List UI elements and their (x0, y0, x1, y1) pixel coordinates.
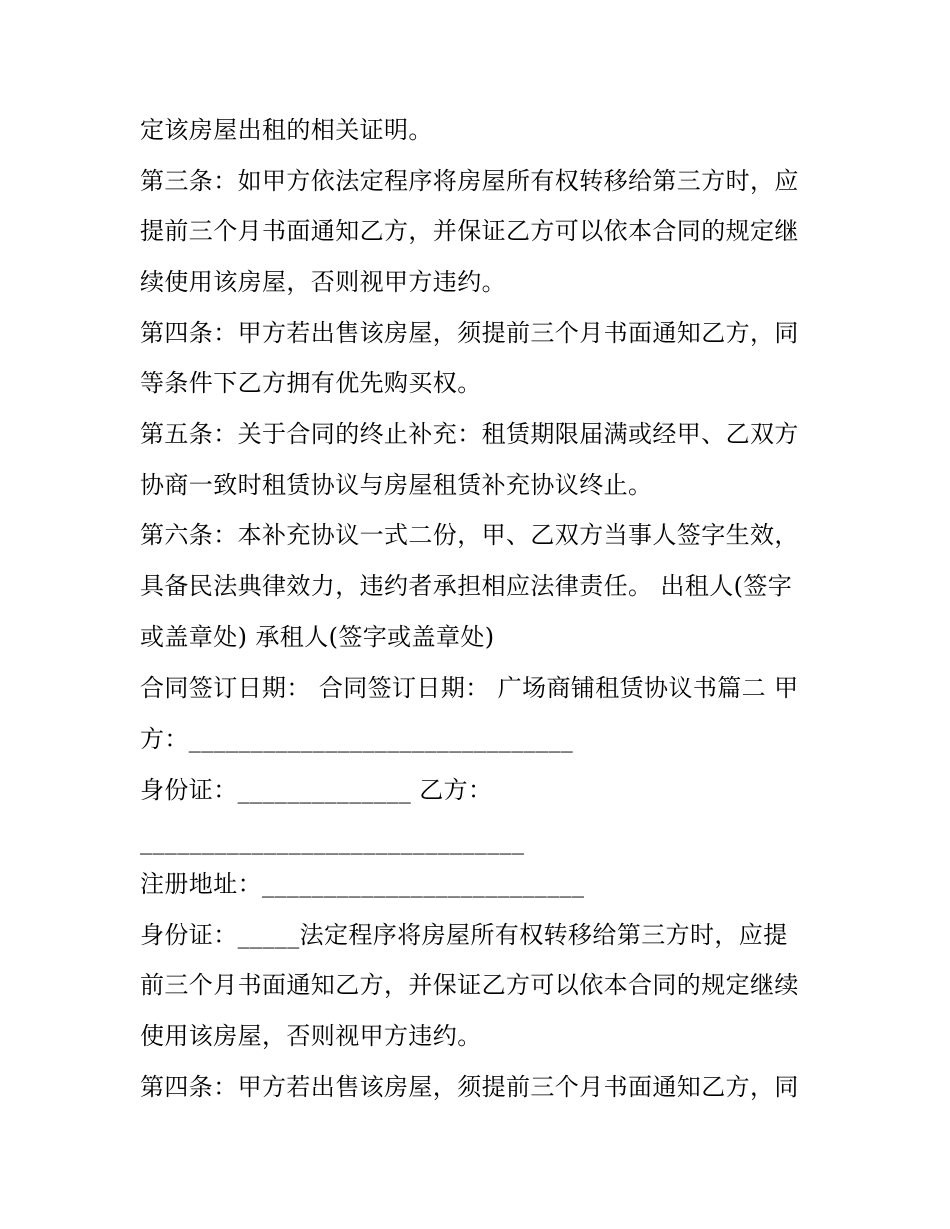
text-line: 第五条：关于合同的终止补充：租赁期限届满或经甲、乙双方 (140, 420, 799, 448)
text-line: 第四条：甲方若出售该房屋，须提前三个月书面通知乙方，同 (140, 1073, 799, 1101)
text-line: 协商一致时租赁协议与房屋租赁补充协议终止。 (140, 471, 653, 499)
text-line: 具备民法典律效力，违约者承担相应法律责任。 出租人(签字 (140, 572, 793, 600)
address-line: 注册地址：__________________________ (140, 870, 585, 898)
text-line: 等条件下乙方拥有优先购买权。 (140, 369, 482, 397)
text-line: 身份证：_____法定程序将房屋所有权转移给第三方时，应提 (140, 921, 788, 949)
blank-line: _______________________________ (140, 827, 525, 855)
text-line: 定该房屋出租的相关证明。 (140, 116, 433, 144)
text-line: 第四条：甲方若出售该房屋，须提前三个月书面通知乙方，同 (140, 319, 799, 347)
text-line: 提前三个月书面通知乙方，并保证乙方可以依本合同的规定继 (140, 217, 799, 245)
text-line: 前三个月书面通知乙方，并保证乙方可以依本合同的规定继续 (140, 971, 799, 999)
text-line: 第六条：本补充协议一式二份，甲、乙双方当事人签字生效， (140, 521, 799, 549)
text-line: 第三条：如甲方依法定程序将房屋所有权转移给第三方时，应 (140, 167, 799, 195)
text-line: 合同签订日期： 合同签订日期： 广场商铺租赁协议书篇二 甲 (140, 674, 799, 702)
text-line: 续使用该房屋，否则视甲方违约。 (140, 268, 506, 296)
signature-line-party-a: 方：_______________________________ (140, 725, 574, 753)
text-line: 或盖章处) 承租人(签字或盖章处) (140, 623, 495, 651)
text-line: 使用该房屋，否则视甲方违约。 (140, 1022, 482, 1050)
id-line: 身份证：______________ 乙方： (140, 776, 493, 804)
